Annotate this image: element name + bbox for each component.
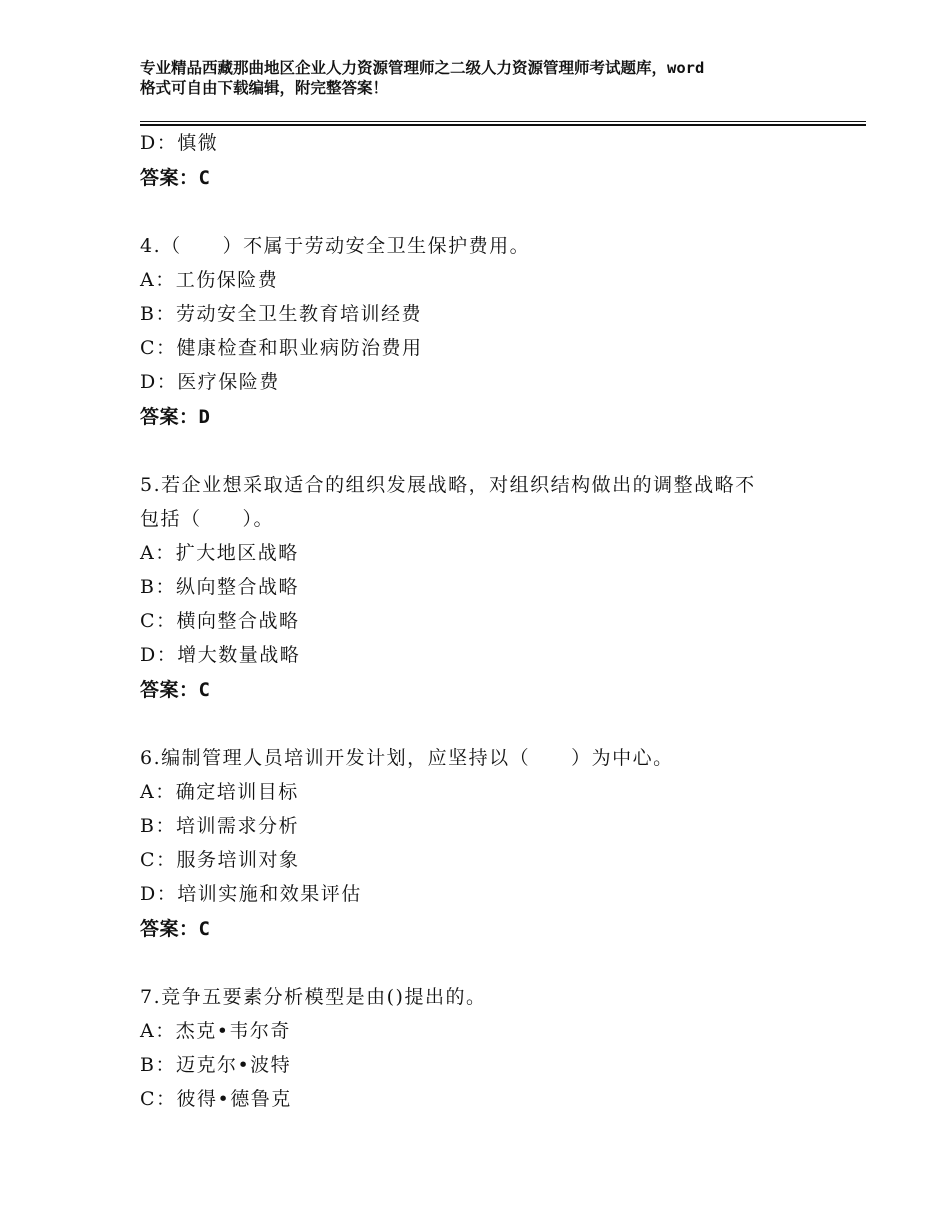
answer-value: D [198, 406, 211, 428]
question-4-answer [140, 405, 210, 429]
question-5-option-d: D：增大数量战略 [140, 644, 301, 666]
question-5-option-c: C：横向整合战略 [140, 610, 300, 632]
answer-label: 答案： [140, 167, 199, 189]
question-5-option-a: A：扩大地区战略 [140, 542, 299, 564]
answer-label: 答案： [140, 679, 199, 701]
question-7-option-c: C：彼得•德鲁克 [140, 1088, 292, 1110]
prev-answer [140, 166, 210, 190]
question-4-stem: 4.（ ）不属于劳动安全卫生保护费用。 [140, 235, 531, 257]
header-line-2: 格式可自由下载编辑，附完整答案！ [140, 79, 389, 97]
question-5-answer [140, 678, 210, 702]
answer-label: 答案： [140, 406, 199, 428]
question-6-stem: 6.编制管理人员培训开发计划，应坚持以（ ）为中心。 [140, 747, 674, 769]
answer-value: C [198, 167, 211, 189]
question-5-option-b: B：纵向整合战略 [140, 576, 299, 598]
question-6-option-a: A：确定培训目标 [140, 781, 299, 803]
document-header [140, 58, 840, 98]
prev-option-d: D：慎微 [140, 132, 219, 154]
question-4-option-b: B：劳动安全卫生教育培训经费 [140, 303, 422, 325]
header-divider-thin [140, 121, 866, 122]
answer-label: 答案： [140, 918, 199, 940]
question-4-option-a: A：工伤保险费 [140, 269, 279, 291]
question-6-answer [140, 917, 210, 941]
header-line-1: 专业精品西藏那曲地区企业人力资源管理师之二级人力资源管理师考试题库，word [140, 59, 705, 77]
answer-value: C [198, 918, 211, 940]
question-6-option-d: D：培训实施和效果评估 [140, 883, 362, 905]
question-4-option-c: C：健康检查和职业病防治费用 [140, 337, 423, 359]
question-6-option-c: C：服务培训对象 [140, 849, 300, 871]
question-7-stem: 7.竞争五要素分析模型是由()提出的。 [140, 986, 487, 1008]
question-7-option-b: B：迈克尔•波特 [140, 1054, 292, 1076]
answer-value: C [198, 679, 211, 701]
question-7-option-a: A：杰克•韦尔奇 [140, 1020, 291, 1042]
question-4-option-d: D：医疗保险费 [140, 371, 280, 393]
question-5-stem-line-1: 5.若企业想采取适合的组织发展战略，对组织结构做出的调整战略不 [140, 474, 756, 496]
question-6-option-b: B：培训需求分析 [140, 815, 299, 837]
question-5-stem-line-2: 包括（ ）。 [140, 508, 275, 530]
header-divider-thick [140, 124, 866, 126]
